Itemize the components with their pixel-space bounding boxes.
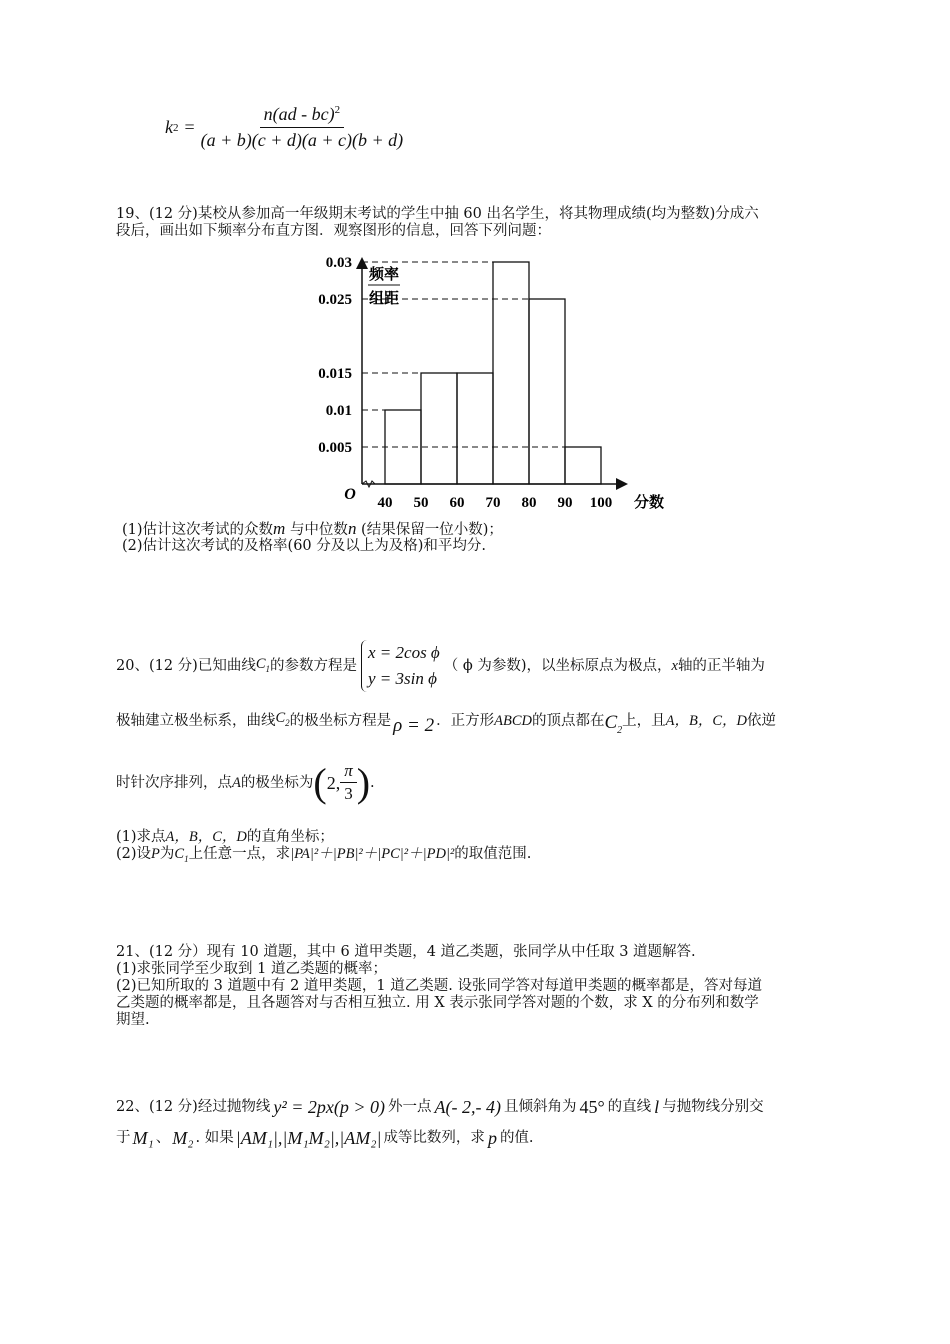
formula-numerator-sup: 2 — [334, 104, 341, 116]
x-tick-label: 70 — [485, 495, 501, 511]
q20-points: A，B，C，D — [665, 712, 748, 729]
q20-c2: $C_2$ — [275, 710, 290, 729]
y-tick-label: 0.025 — [318, 292, 352, 308]
q19-line1: 19、(12 分)某校从参加高一年级期末考试的学生中抽 60 出名学生，将其物理成绩(均为整数)分成六 — [116, 206, 759, 222]
q19-var-m: m — [273, 519, 286, 538]
q21-line5: 期望. — [116, 1012, 150, 1028]
polar-r: 2, — [326, 772, 341, 793]
y-tick-label: 0.03 — [325, 255, 352, 271]
origin-label: O — [344, 486, 356, 503]
x-tick-label: 100 — [589, 495, 613, 511]
x-tick-label: 80 — [521, 495, 537, 511]
q20-line2-a: 极轴建立极坐标系，曲线 — [116, 712, 276, 729]
frequency-histogram — [300, 255, 690, 520]
x-tick-label: 60 — [449, 495, 465, 511]
q20-sub2-p: P — [151, 846, 160, 862]
histogram-bar-80-90 — [529, 299, 565, 484]
formula-numerator: n(ad - bc) — [263, 104, 335, 124]
q20-line2-b: 的极坐标方程是 — [289, 712, 392, 729]
q20-sub2-b: 为 — [159, 846, 175, 862]
q20-c2b: $C_2$ — [604, 712, 623, 736]
q22-line2-a: 于 — [116, 1130, 131, 1146]
param-eq-y: y = 3sin ϕ — [368, 669, 437, 688]
q20-c1: $C_1$ — [255, 655, 270, 674]
q22-line1-c: 且倾斜角为 — [503, 1099, 577, 1115]
q20-line3-c: . — [370, 774, 375, 791]
q19-line2: 段后，画出如下频率分布直方图．观察图形的信息，回答下列问题： — [116, 223, 551, 239]
q22-line1-a: 22、(12 分)经过抛物线 — [116, 1099, 271, 1115]
q22-line2-d: 的值. — [499, 1130, 534, 1146]
abs-expression: |AM₁|,|M₁M₂|,|AM₂| — [235, 1128, 382, 1148]
q22-line1-b: 外一点 — [387, 1099, 432, 1115]
chi-square-formula — [165, 104, 403, 151]
histogram-bar-90-100 — [565, 447, 601, 484]
q21-line4: 乙类题的概率都是，且各题答对与否相互独立. 用 X 表示张同学答对题的个数，求 X 的分布列和数学 — [116, 995, 759, 1011]
x-tick-label: 50 — [413, 495, 429, 511]
q20-sub2-e: 的取值范围. — [454, 846, 532, 862]
q20-abcd: ABCD — [494, 712, 532, 729]
q22-line2-b: . 如果 — [195, 1130, 234, 1146]
polar-coord — [327, 762, 357, 803]
m2-var: M₂ — [172, 1128, 194, 1148]
q20-line2-c: ．正方形 — [436, 712, 495, 729]
x-axis-label: 分数 — [633, 495, 665, 511]
q22-sep: 、 — [155, 1130, 171, 1146]
q20-line2-f: 依逆 — [747, 712, 777, 729]
parabola-equation: y² = 2px(p > 0) — [273, 1097, 385, 1117]
q20-line3-a: 时针次序排列，点 — [116, 774, 232, 791]
q19-sub1-b: 与中位数 — [289, 522, 348, 538]
histogram-bar-50-60 — [421, 373, 457, 484]
y-label-bottom: 组距 — [368, 291, 400, 307]
q20-line3 — [116, 759, 375, 805]
q19-var-n: n — [347, 519, 357, 538]
q20-sub2-a: (2)设 — [116, 846, 152, 862]
q20-sub2-expr: |PA|²＋|PB|²＋|PC|²＋|PD|² — [290, 846, 455, 862]
q22-line2 — [116, 1129, 534, 1147]
q20-sub2 — [116, 845, 531, 868]
formula-eq: = — [184, 117, 195, 137]
q20-line1-c: （ ϕ 为参数)，以坐标原点为极点， — [443, 658, 672, 674]
y-label-top: 频率 — [368, 267, 400, 283]
q20-line1-d: 轴的正半轴为 — [677, 658, 765, 674]
q20-sub1-b: 的直角坐标； — [246, 829, 334, 845]
q20-line2-e: 上，且 — [622, 712, 666, 729]
q21-line3: (2)已知所取的 3 道题中有 2 道甲类题，1 道乙类题. 设张同学答对每道甲类题的概率都是，答对每道 — [116, 978, 762, 994]
histogram-bar-70-80 — [493, 262, 529, 484]
y-tick-label: 0.01 — [325, 403, 352, 419]
q20-sub1-points: A，B，C，D — [165, 829, 247, 845]
q21-line2: (1)求张同学至少取到 1 道乙类题的概率； — [116, 961, 387, 977]
formula-lhs-sup: 2 — [173, 121, 179, 134]
q20-sub2-c1: $C_1$ — [174, 846, 189, 864]
angle-45: 45° — [579, 1097, 605, 1117]
m1-var: M₁ — [132, 1128, 154, 1148]
q20-point-a: A — [232, 774, 241, 791]
q19-sub2: (2)估计这次考试的及格率(60 分及以上为及格)和平均分. — [122, 538, 487, 554]
q19-sub1-a: (1)估计这次考试的众数 — [122, 522, 274, 538]
q20-line2-d: 的顶点都在 — [531, 712, 605, 729]
parametric-system — [361, 640, 440, 692]
right-paren: ) — [356, 759, 371, 805]
q20-sub2-d: 上任意一点，求 — [188, 846, 291, 862]
q22-line1 — [116, 1098, 764, 1116]
x-tick-label: 40 — [377, 495, 393, 511]
point-a: A(- 2,- 4) — [434, 1097, 501, 1117]
q20-line1-a: 20、(12 分)已知曲线 — [116, 658, 256, 674]
q20-line2 — [116, 708, 776, 734]
q20-line1-b: 的参数方程是 — [270, 658, 357, 674]
q19-sub1-c: (结果保留一位小数)； — [361, 522, 503, 538]
left-paren: ( — [313, 759, 327, 805]
param-eq-x: x = 2cos ϕ — [368, 643, 440, 662]
polar-den: 3 — [344, 784, 353, 803]
q22-line1-d: 的直线 — [607, 1099, 652, 1115]
p-var: p — [487, 1128, 497, 1148]
q20-line3-b: 的极坐标为 — [240, 774, 314, 791]
q21-line1: 21、(12 分）现有 10 道题，其中 6 道甲类题，4 道乙类题，张同学从中任取 3 道题解答. — [116, 944, 696, 960]
q20-x-var: x — [671, 658, 678, 674]
histogram-bar-60-70 — [457, 373, 493, 484]
y-tick-label: 0.015 — [318, 366, 352, 382]
polar-num: π — [340, 762, 357, 783]
polar-equation: ρ = 2 — [393, 714, 435, 736]
line-l: l — [654, 1097, 660, 1117]
q20-sub1-a: (1)求点 — [116, 829, 166, 845]
formula-fraction — [201, 104, 404, 151]
q20-sub1 — [116, 828, 334, 846]
formula-lhs: k — [165, 117, 173, 137]
q22-line2-c: 成等比数列，求 — [383, 1130, 485, 1146]
y-tick-label: 0.005 — [318, 440, 352, 456]
x-tick-label: 90 — [557, 495, 573, 511]
q20-line1 — [116, 640, 765, 692]
formula-denominator: (a + b)(c + d)(a + c)(b + d) — [200, 130, 404, 150]
q22-line1-e: 与抛物线分别交 — [662, 1099, 764, 1115]
